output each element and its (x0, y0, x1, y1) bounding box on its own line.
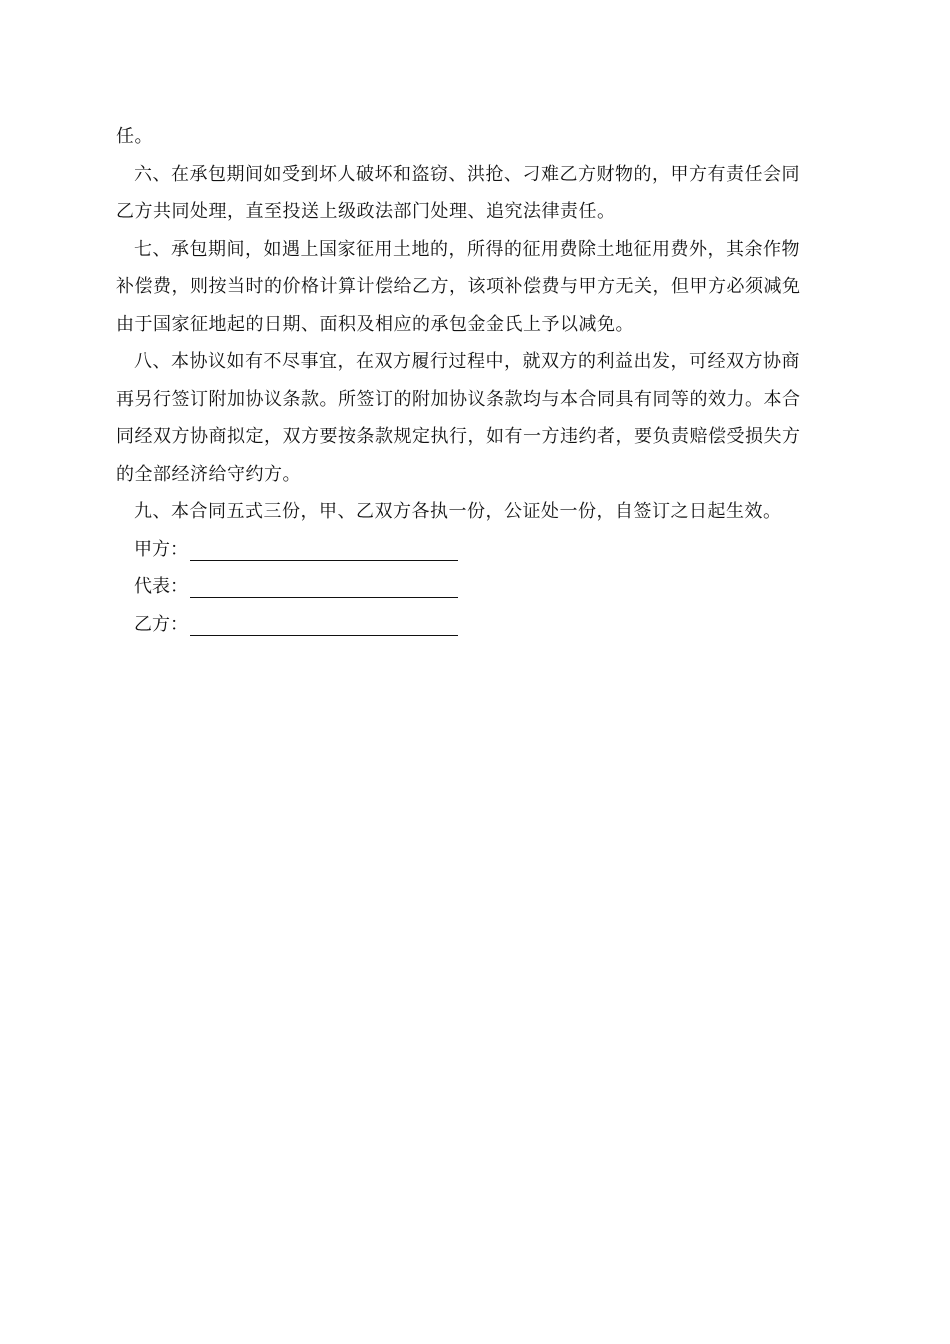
signature-blank-line[interactable] (190, 613, 458, 636)
signature-blank-line[interactable] (190, 538, 458, 561)
clause-seven-line-2: 补偿费，则按当时的价格计算计偿给乙方，该项补偿费与甲方无关，但甲方必须减免 (116, 276, 801, 297)
clause-eight-line-1: 八、本协议如有不尽事宜，在双方履行过程中，就双方的利益出发，可经双方协商 (134, 351, 800, 372)
clause-eight-line-2: 再另行签订附加协议条款。所签订的附加协议条款均与本合同具有同等的效力。本合 (116, 388, 801, 410)
clause-eight-line-3: 同经双方协商拟定，双方要按条款规定执行，如有一方违约者，要负责赔偿受损失方 (116, 426, 801, 447)
signature-label: 乙方： (134, 613, 188, 635)
clause-six-line-2: 乙方共同处理，直至投送上级政法部门处理、追究法律责任。 (116, 201, 616, 222)
signature-label: 甲方： (134, 538, 188, 560)
clause-nine-line-1: 九、本合同五式三份，甲、乙双方各执一份，公证处一份，自签订之日起生效。 (134, 501, 782, 522)
signature-party-b (116, 606, 836, 644)
signature-blank-line[interactable] (190, 575, 458, 598)
signature-representative (116, 568, 836, 606)
text-line: 任。 (116, 126, 153, 147)
clause-seven-line-3: 由于国家征地起的日期、面积及相应的承包金金氏上予以减免。 (116, 313, 634, 335)
document-page (116, 118, 836, 643)
signature-party-a (116, 531, 836, 569)
signature-label: 代表： (134, 576, 188, 597)
clause-eight-line-4: 的全部经济给守约方。 (116, 463, 301, 485)
clause-six-line-1: 六、在承包期间如受到坏人破坏和盗窃、洪抢、刁难乙方财物的，甲方有责任会同 (134, 163, 800, 185)
clause-seven-line-1: 七、承包期间，如遇上国家征用土地的，所得的征用费除土地征用费外，其余作物 (134, 238, 800, 260)
